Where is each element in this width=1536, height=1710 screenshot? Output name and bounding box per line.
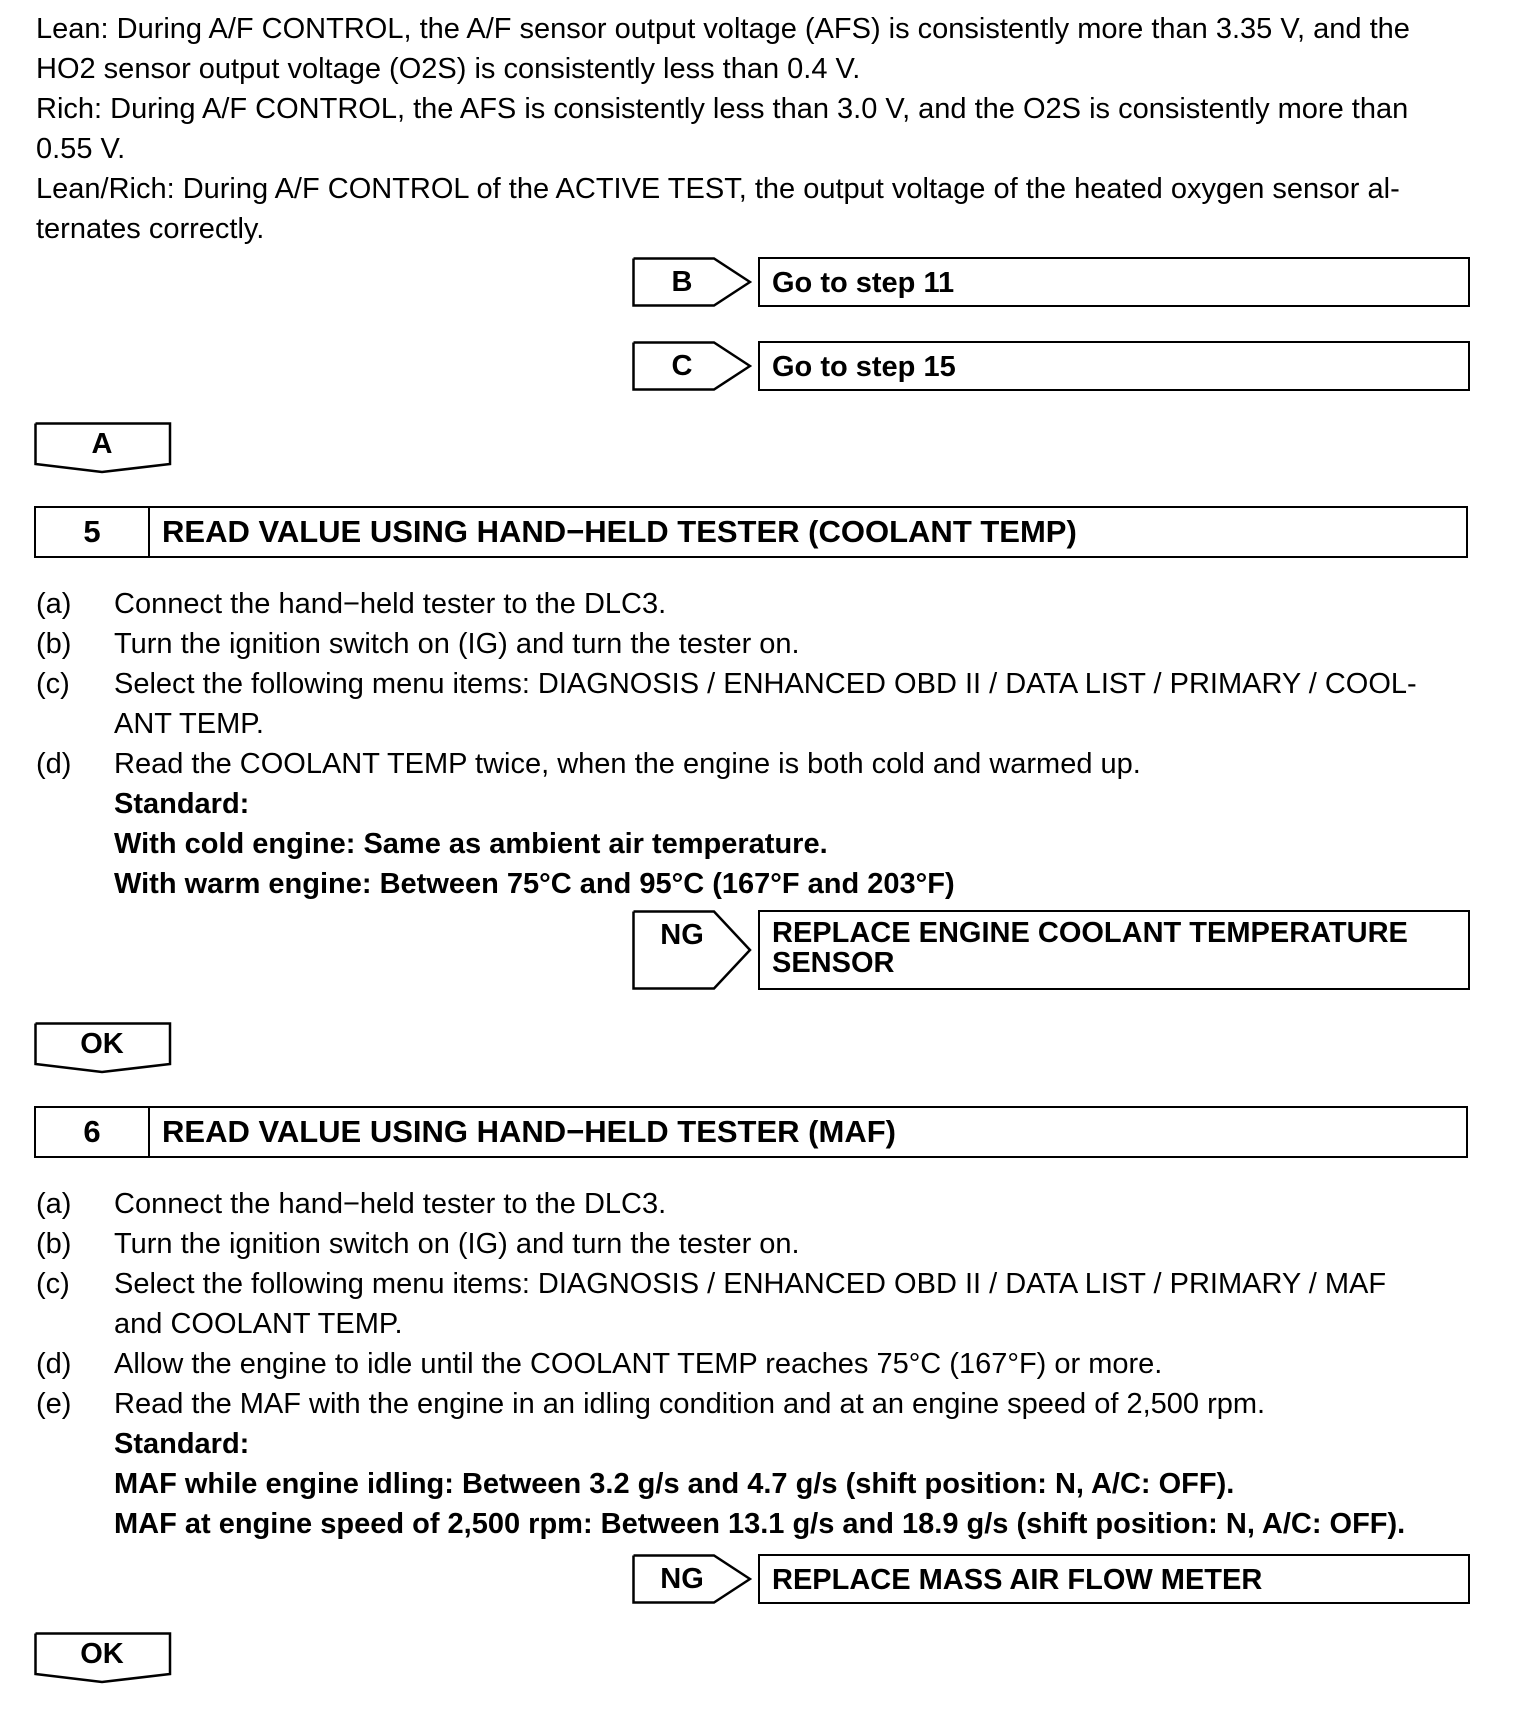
- result-b-key: B: [632, 257, 746, 307]
- step-6-item-d: (d) Allow the engine to idle until the COOLANT TEMP reaches 75°C (167°F) or more.: [36, 1348, 1163, 1380]
- step-5-ng-key: NG: [632, 910, 746, 990]
- step-5-title: READ VALUE USING HAND−HELD TESTER (COOLANT TEMP): [162, 514, 1077, 549]
- step-5-item-c: (c) Select the following menu items: DIAGNOSIS / ENHANCED OBD II / DATA LIST / PRIMARY / COOL- ANT TEMP.: [36, 668, 1417, 740]
- step-6-ok-nav: OK: [34, 1632, 172, 1684]
- step-5-item-b: (b) Turn the ignition switch on (IG) and turn the tester on.: [36, 628, 800, 660]
- intro-line-2: HO2 sensor output voltage (O2S) is consistently less than 0.4 V.: [36, 53, 861, 85]
- step-6-standard-label: Standard:: [114, 1428, 250, 1460]
- result-b: [632, 257, 1470, 307]
- step-5-header: [34, 506, 1468, 558]
- step-5-item-d: (d) Read the COOLANT TEMP twice, when the engine is both cold and warmed up.: [36, 748, 1141, 780]
- step-5-standard-line-1: With cold engine: Same as ambient air temperature.: [114, 828, 828, 860]
- step-6-item-a: (a) Connect the hand−held tester to the DLC3.: [36, 1188, 667, 1220]
- step-5-ok-nav: OK: [34, 1022, 172, 1074]
- step-5-ng-text: REPLACE ENGINE COOLANT TEMPERATURE SENSOR: [758, 910, 1470, 990]
- intro-line-3: Rich: During A/F CONTROL, the AFS is consistently less than 3.0 V, and the O2S is consistently more than: [36, 93, 1409, 125]
- step-6-ng-key: NG: [632, 1554, 746, 1604]
- step-6-item-c: (c) Select the following menu items: DIAGNOSIS / ENHANCED OBD II / DATA LIST / PRIMARY / MAF and COOLANT TEMP.: [36, 1268, 1387, 1340]
- step-6-ng-result: [632, 1554, 1470, 1604]
- step-5-ng-result: [632, 910, 1470, 990]
- step-5-standard-line-2: With warm engine: Between 75°C and 95°C (167°F and 203°F): [114, 868, 955, 900]
- step-6-standard-line-1: MAF while engine idling: Between 3.2 g/s and 4.7 g/s (shift position: N, A/C: OFF).: [114, 1468, 1235, 1500]
- result-b-text: Go to step 11: [758, 257, 1470, 307]
- result-c: [632, 341, 1470, 391]
- step-6-ng-text: REPLACE MASS AIR FLOW METER: [758, 1554, 1470, 1604]
- step-5-standard-label: Standard:: [114, 788, 250, 820]
- intro-line-1: Lean: During A/F CONTROL, the A/F sensor output voltage (AFS) is consistently more than 3.35 V, and the: [36, 13, 1410, 45]
- step-6-header: [34, 1106, 1468, 1158]
- result-c-text: Go to step 15: [758, 341, 1470, 391]
- step-6-standard-line-2: MAF at engine speed of 2,500 rpm: Between 13.1 g/s and 18.9 g/s (shift position: N, A/C: OFF).: [114, 1508, 1406, 1540]
- intro-line-6: ternates correctly.: [36, 213, 265, 245]
- result-c-key: C: [632, 341, 746, 391]
- step-6-item-b: (b) Turn the ignition switch on (IG) and turn the tester on.: [36, 1228, 800, 1260]
- intro-line-5: Lean/Rich: During A/F CONTROL of the ACTIVE TEST, the output voltage of the heated oxygen sensor al-: [36, 173, 1400, 205]
- nav-a: A: [34, 422, 172, 474]
- step-6-number: 6: [36, 1108, 150, 1156]
- step-5-number: 5: [36, 508, 150, 556]
- intro-line-4: 0.55 V.: [36, 133, 126, 165]
- step-5-item-a: (a) Connect the hand−held tester to the DLC3.: [36, 588, 667, 620]
- step-6-item-e: (e) Read the MAF with the engine in an idling condition and at an engine speed of 2,500 rpm.: [36, 1388, 1266, 1420]
- step-6-title: READ VALUE USING HAND−HELD TESTER (MAF): [162, 1114, 896, 1149]
